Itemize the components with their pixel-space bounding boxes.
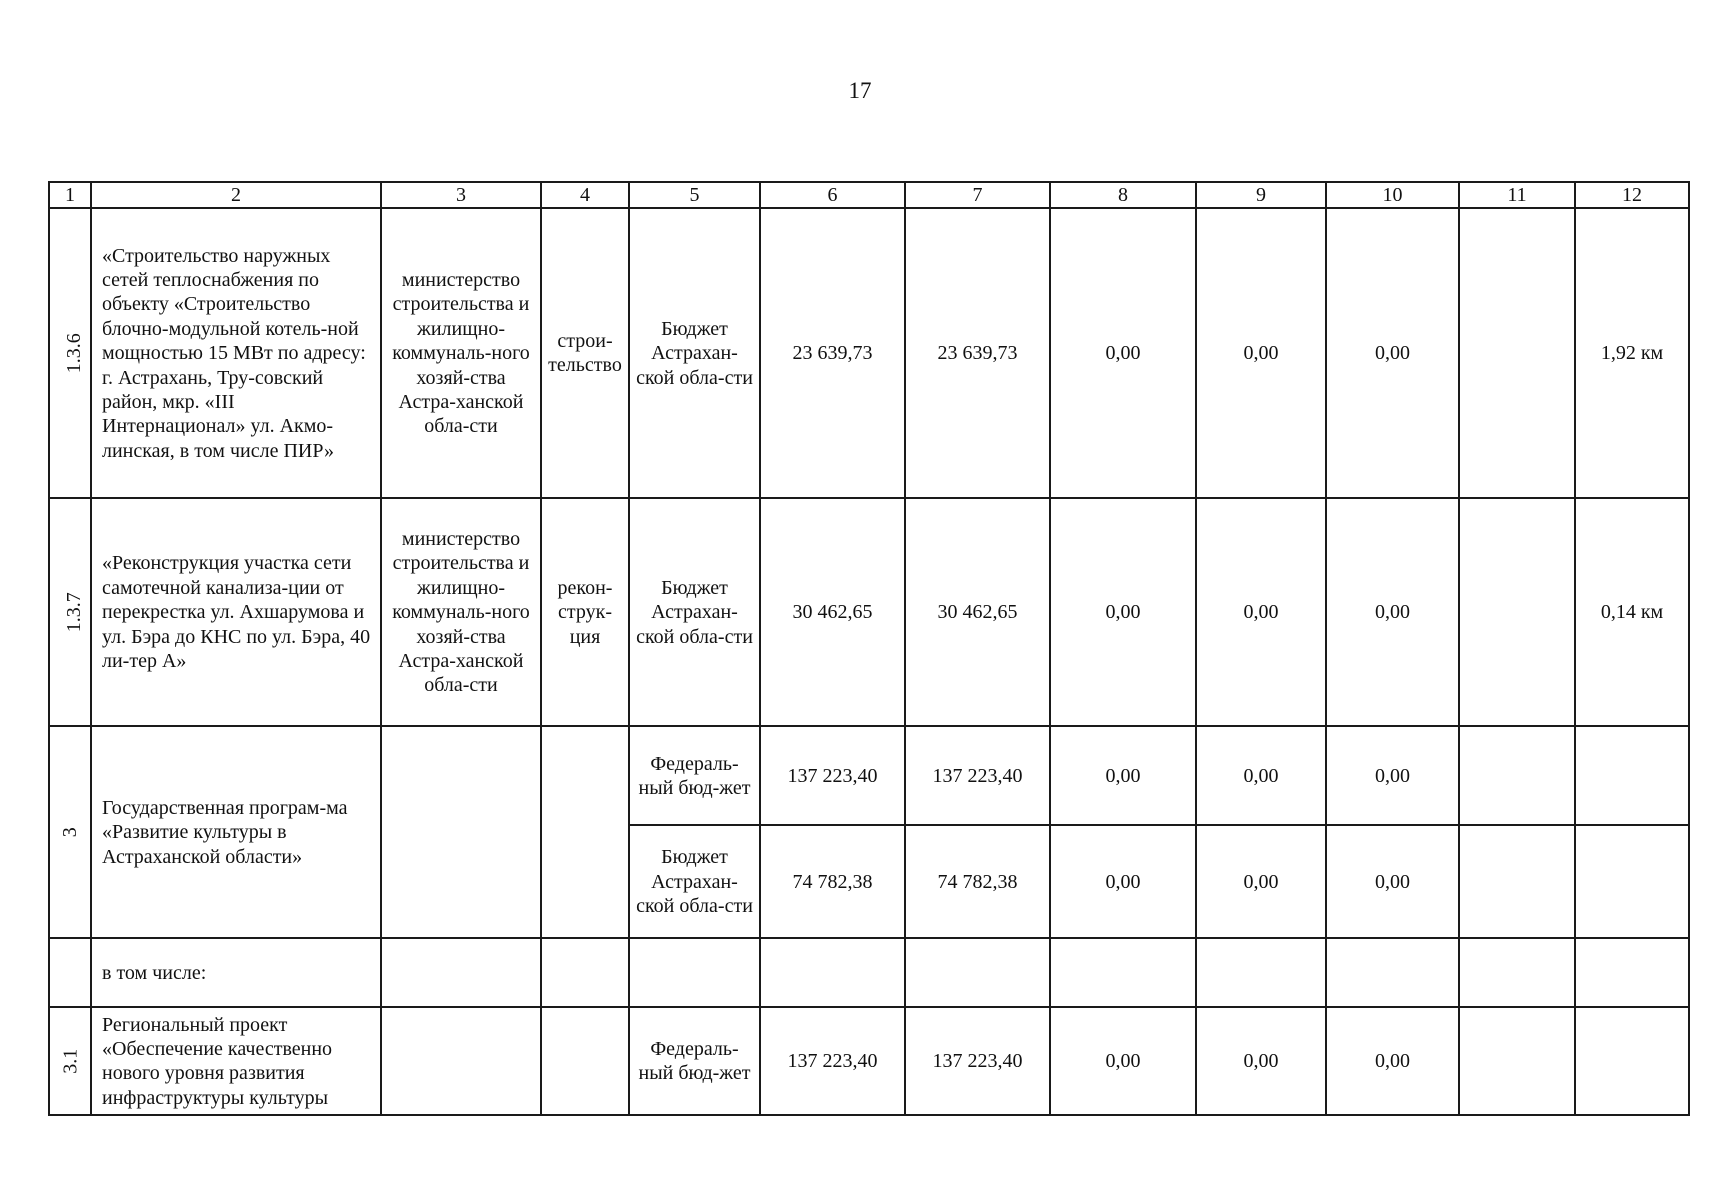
empty-cell — [381, 938, 541, 1007]
empty-cell — [905, 938, 1050, 1007]
value-cell — [1459, 208, 1575, 498]
header-cell: 4 — [541, 182, 629, 208]
value-cell: 0,00 — [1326, 726, 1459, 825]
value-cell: 0,00 — [1050, 1007, 1196, 1115]
table-row — [49, 726, 1689, 825]
row-number-cell — [49, 726, 91, 938]
value-cell: 137 223,40 — [760, 726, 905, 825]
funding-source-cell: Бюджет Астрахан-ской обла-сти — [629, 825, 760, 938]
value-cell — [1459, 825, 1575, 938]
header-cell: 12 — [1575, 182, 1689, 208]
value-cell: 0,00 — [1196, 1007, 1326, 1115]
header-cell: 10 — [1326, 182, 1459, 208]
value-cell: 0,00 — [1196, 726, 1326, 825]
executor-cell: министерство строительства и жилищно-коммуналь-ного хозяй-ства Астра-ханской обла-сти — [381, 208, 541, 498]
value-cell: 0,00 — [1050, 208, 1196, 498]
project-name-cell: Региональный проект «Обеспечение качественно нового уровня развития инфраструктуры культуры — [91, 1007, 381, 1115]
value-cell: 74 782,38 — [760, 825, 905, 938]
empty-cell — [629, 938, 760, 1007]
value-cell: 30 462,65 — [760, 498, 905, 726]
work-type-cell: рекон-струк-ция — [541, 498, 629, 726]
funding-source-cell: Бюджет Астрахан-ской обла-сти — [629, 498, 760, 726]
page-number: 17 — [848, 78, 872, 103]
empty-cell — [1575, 938, 1689, 1007]
row-number-cell — [49, 1007, 91, 1115]
value-cell — [1459, 498, 1575, 726]
header-cell: 5 — [629, 182, 760, 208]
capacity-cell — [1575, 1007, 1689, 1115]
capacity-cell — [1575, 726, 1689, 825]
capacity-cell: 1,92 км — [1575, 208, 1689, 498]
value-cell: 0,00 — [1326, 825, 1459, 938]
project-name-cell: «Строительство наружных сетей теплоснабжения по объекту «Строительство блочно-модульной котель-ной мощностью 15 МВт по адресу: г. Астрахань, Тру-совский район, мкр. «III Интернационал» ул. Акмо-линская, в том числе ПИР» — [91, 208, 381, 498]
value-cell: 0,00 — [1050, 498, 1196, 726]
value-cell: 23 639,73 — [905, 208, 1050, 498]
executor-cell — [381, 1007, 541, 1115]
empty-cell — [1459, 938, 1575, 1007]
executor-cell: министерство строительства и жилищно-коммуналь-ного хозяй-ства Астра-ханской обла-сти — [381, 498, 541, 726]
work-type-cell — [541, 1007, 629, 1115]
row-number-cell — [49, 498, 91, 726]
table-row — [49, 1007, 1689, 1115]
value-cell: 137 223,40 — [905, 1007, 1050, 1115]
table-row — [49, 498, 1689, 726]
value-cell: 0,00 — [1326, 1007, 1459, 1115]
funding-source-cell: Федераль-ный бюд-жет — [629, 1007, 760, 1115]
value-cell — [1459, 1007, 1575, 1115]
header-cell: 11 — [1459, 182, 1575, 208]
header-cell: 7 — [905, 182, 1050, 208]
value-cell: 0,00 — [1326, 498, 1459, 726]
value-cell: 0,00 — [1326, 208, 1459, 498]
empty-cell — [1196, 938, 1326, 1007]
value-cell: 137 223,40 — [905, 726, 1050, 825]
header-cell: 1 — [49, 182, 91, 208]
value-cell: 30 462,65 — [905, 498, 1050, 726]
empty-cell — [1326, 938, 1459, 1007]
funding-source-cell: Бюджет Астрахан-ской обла-сти — [629, 208, 760, 498]
including-label-cell: в том числе: — [91, 938, 381, 1007]
value-cell: 137 223,40 — [760, 1007, 905, 1115]
row-number: 1.3.6 — [62, 333, 85, 374]
empty-cell — [1050, 938, 1196, 1007]
row-number: 3.1 — [58, 1048, 81, 1074]
program-name-cell: Государственная програм-ма «Развитие культуры в Астраханской области» — [91, 726, 381, 938]
value-cell: 0,00 — [1196, 498, 1326, 726]
value-cell: 23 639,73 — [760, 208, 905, 498]
row-number-cell — [49, 938, 91, 1007]
header-cell: 6 — [760, 182, 905, 208]
value-cell: 74 782,38 — [905, 825, 1050, 938]
value-cell — [1459, 726, 1575, 825]
header-cell: 2 — [91, 182, 381, 208]
budget-table — [48, 181, 1690, 1116]
project-name-cell: «Реконструкция участка сети самотечной канализа-ции от перекрестка ул. Ахшарумова и ул. Бэра до КНС по ул. Бэра, 40 ли-тер А» — [91, 498, 381, 726]
value-cell: 0,00 — [1196, 825, 1326, 938]
empty-cell — [760, 938, 905, 1007]
work-type-cell — [541, 726, 629, 938]
value-cell: 0,00 — [1196, 208, 1326, 498]
funding-source-cell: Федераль-ный бюд-жет — [629, 726, 760, 825]
row-number: 1.3.7 — [62, 592, 85, 633]
header-cell: 8 — [1050, 182, 1196, 208]
empty-cell — [541, 938, 629, 1007]
header-cell: 9 — [1196, 182, 1326, 208]
value-cell: 0,00 — [1050, 726, 1196, 825]
row-number: 3 — [58, 827, 81, 838]
header-cell: 3 — [381, 182, 541, 208]
work-type-cell: строи-тельство — [541, 208, 629, 498]
capacity-cell — [1575, 825, 1689, 938]
capacity-cell: 0,14 км — [1575, 498, 1689, 726]
header-row — [49, 182, 1689, 208]
row-number-cell — [49, 208, 91, 498]
table-row — [49, 208, 1689, 498]
table-row — [49, 938, 1689, 1007]
executor-cell — [381, 726, 541, 938]
value-cell: 0,00 — [1050, 825, 1196, 938]
